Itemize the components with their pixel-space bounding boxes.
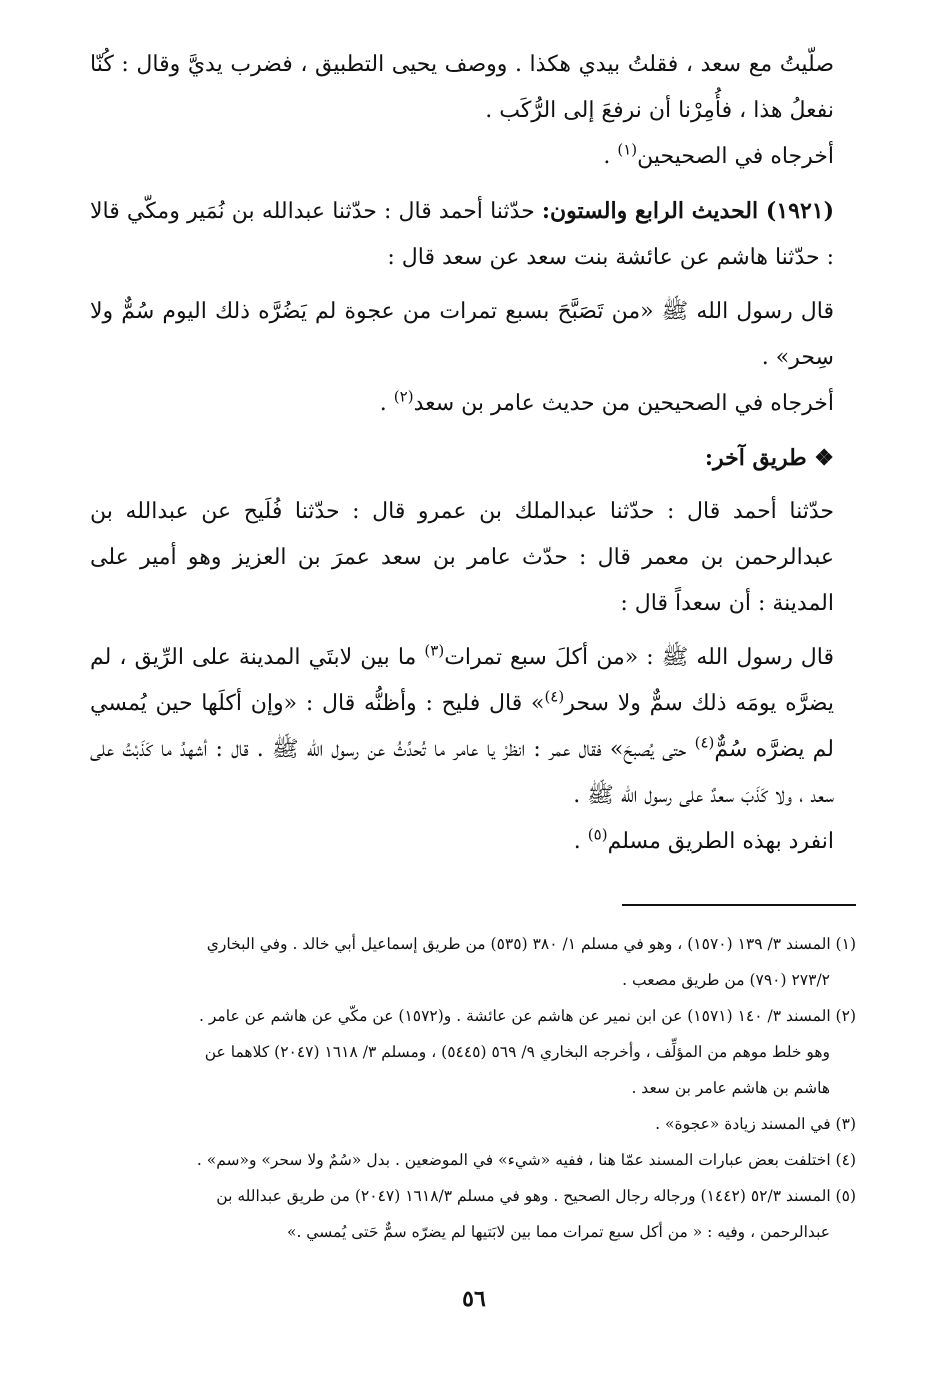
footnote-2: (٢) المسند ٣/ ١٤٠ (١٥٧١) عن ابن نمير عن هاشم عن عائشة . و(١٥٧٢) عن مكّي عن هاشم عن عامر .: [199, 1007, 856, 1025]
footnote-2-continued: هاشم بن هاشم عامر بن سعد .: [631, 1079, 830, 1097]
footnote-ref[interactable]: (٥): [587, 825, 608, 844]
hadith-number-heading: (١٩٢١) الحديث الرابع والستون:: [541, 198, 835, 224]
main-text: [90, 42, 856, 865]
page-number: ٥٦: [462, 1286, 486, 1312]
paragraph: قال رسول الله ﷺ «من تَصَبَّحَ بسبع تمرات من عجوة لم يَضُرَّه ذلك اليوم سُمٌّ ولا سِحر» .: [90, 299, 834, 370]
paragraph: أخرجاه في الصحيحين$^{(١)}$ .: [603, 140, 834, 169]
footnote-3: (٣) في المسند زيادة «عجوة» .: [655, 1115, 856, 1133]
paragraph: قال رسول الله ﷺ : «من أكلَ سبع تمرات$^{(٣)}$ ما بين لابتَي المدينة على الرِّيق ، لم يضرَّه يومَه ذلك سمٌّ ولا سحر$^{(٤)}$» قال فليح : وأظنُّه قال : «وإن أكلَها حين يُمسي لم يضرَّه سُمٌّ$^{(٤)}$ حتى يُصبحَ» فقال عمر : انظرْ يا عامر ما تُحدِّثُ عن رسول الله ﷺ . قال : أشهدُ ما كَذَبْتُ على سعد ، ولا كَذَبَ سعدٌ على رسول الله ﷺ .: [90, 641, 835, 808]
footnote-5-continued: عبدالرحمن ، وفيه : « من أكل سبع تمرات مما بين لابَتيها لم يضرّه سمٌّ حَتى يُمسي .»: [286, 1223, 830, 1241]
footnote-5: (٥) المسند ٥٢/٣ (١٤٤٢) ورجاله رجال الصحيح . وهو في مسلم ١٦١٨/٣ (٢٠٤٧) من طريق عبدالله بن: [216, 1187, 856, 1205]
paragraph: صلّيتُ مع سعد ، فقلتُ بيدي هكذا . ووصف يحيى التطبيق ، فضرب يديَّ وقال : كُنّا نفعلُ هذا ، فأُمِرْنا أن نرفعَ إلى الرُّكَب .: [90, 52, 834, 123]
hadith-heading-paragraph: (١٩٢١) الحديث الرابع والستون: حدّثنا أحمد قال : حدّثنا عبدالله بن نُمَير ومكّي قالا : حدّثنا هاشم عن عائشة بنت سعد عن سعد قال :: [90, 198, 835, 270]
paragraph: حدّثنا أحمد قال : حدّثنا عبدالملك بن عمرو قال : حدّثنا فُلَيح عن عبدالله بن عبدالرحمن بن معمر قال : حدّث عامر بن سعد عمرَ بن العزيز وهو أمير على المدينة : أن سعداً قال :: [90, 499, 834, 616]
section-heading: ❖ طريق آخر:: [704, 445, 834, 471]
footnote-divider: [622, 904, 856, 906]
footnote-2-continued: وهو خلط موهم من المؤلِّف ، وأخرجه البخاري ٩/ ٥٦٩ (٥٤٤٥) ، ومسلم ٣/ ١٦١٨ (٢٠٤٧) كلاهما عن: [204, 1043, 830, 1061]
footnote-4: (٤) اختلفت بعض عبارات المسند عمّا هنا ، ففيه «شيء» في الموضعين . بدل «سُمٌ ولا سحر» و«سم» .: [196, 1151, 856, 1169]
footnote-ref[interactable]: (٣): [424, 641, 445, 660]
footnote-1-continued: ٢٧٣/٢ (٧٩٠) من طريق مصعب .: [622, 971, 830, 989]
footnote-ref[interactable]: (٢): [393, 387, 414, 406]
paragraph: أخرجاه في الصحيحين من حديث عامر بن سعد$^{(٢)}$ .: [379, 387, 834, 416]
footnote-ref[interactable]: (٤): [694, 733, 715, 752]
footnote-ref[interactable]: (٤): [544, 687, 565, 706]
footnotes: [90, 926, 856, 1250]
footnote-1: (١) المسند ٣/ ١٣٩ (١٥٧٠) ، وهو في مسلم ١/ ٣٨٠ (٥٣٥) من طريق إسماعيل أبي خالد . وفي البخاري: [206, 935, 856, 953]
paragraph: انفرد بهذه الطريق مسلم$^{(٥)}$ .: [573, 825, 834, 854]
footnote-ref[interactable]: (١): [617, 140, 638, 159]
